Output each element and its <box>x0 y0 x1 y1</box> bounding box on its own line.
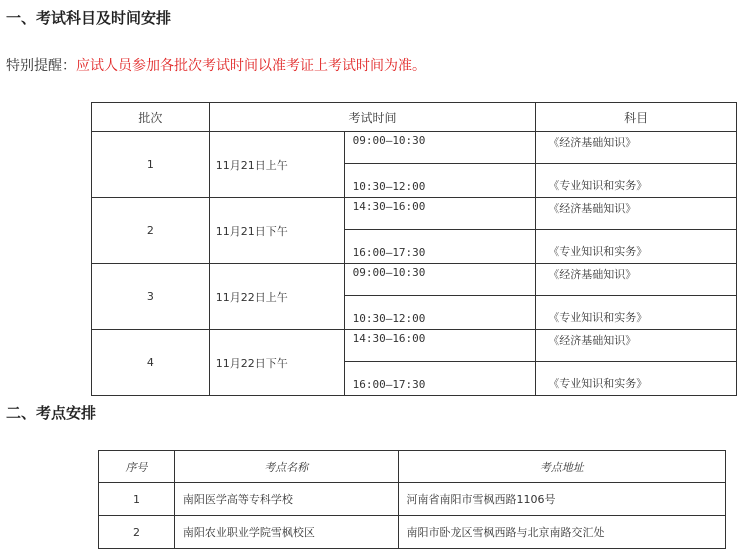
venue-number: 1 <box>99 483 175 516</box>
header-subject: 科目 <box>536 103 737 132</box>
session-time: 16:00—17:30 <box>344 230 536 264</box>
schedule-header-row <box>92 103 737 132</box>
venue-address: 河南省南阳市雪枫西路1106号 <box>398 483 726 516</box>
session-time: 09:00—10:30 <box>344 264 536 296</box>
session-subject: 《经济基础知识》 <box>536 330 737 362</box>
session-subject: 《专业知识和实务》 <box>536 362 737 396</box>
venues-header-row <box>99 451 726 483</box>
batch-number: 4 <box>92 330 210 396</box>
table-row <box>92 132 737 164</box>
batch-date: 11月21日上午 <box>209 132 344 198</box>
batch-number: 3 <box>92 264 210 330</box>
session-subject: 《专业知识和实务》 <box>536 164 737 198</box>
session-time: 10:30—12:00 <box>344 164 536 198</box>
table-row <box>99 483 726 516</box>
session-time: 16:00—17:30 <box>344 362 536 396</box>
header-time: 考试时间 <box>209 103 536 132</box>
notice <box>6 56 426 76</box>
header-batch: 批次 <box>92 103 210 132</box>
table-row <box>92 330 737 362</box>
batch-date: 11月22日下午 <box>209 330 344 396</box>
table-row <box>92 264 737 296</box>
session-time: 14:30—16:00 <box>344 198 536 230</box>
notice-text: 应试人员参加各批次考试时间以准考证上考试时间为准。 <box>76 58 426 74</box>
session-time: 09:00—10:30 <box>344 132 536 164</box>
header-no: 序号 <box>99 451 175 483</box>
section1-title: 一、考试科目及时间安排 <box>6 9 172 27</box>
table-row <box>99 516 726 549</box>
schedule-table <box>91 102 737 396</box>
header-venue-address: 考点地址 <box>398 451 726 483</box>
section2-title: 二、考点安排 <box>6 404 97 422</box>
session-time: 14:30—16:00 <box>344 330 536 362</box>
session-subject: 《专业知识和实务》 <box>536 230 737 264</box>
venues-table <box>98 450 726 549</box>
batch-number: 2 <box>92 198 210 264</box>
session-subject: 《经济基础知识》 <box>536 264 737 296</box>
batch-date: 11月21日下午 <box>209 198 344 264</box>
session-subject: 《专业知识和实务》 <box>536 296 737 330</box>
session-time: 10:30—12:00 <box>344 296 536 330</box>
table-row <box>92 198 737 230</box>
venue-name: 南阳医学高等专科学校 <box>174 483 398 516</box>
batch-date: 11月22日上午 <box>209 264 344 330</box>
session-subject: 《经济基础知识》 <box>536 198 737 230</box>
venue-address: 南阳市卧龙区雪枫西路与北京南路交汇处 <box>398 516 726 549</box>
header-venue-name: 考点名称 <box>174 451 398 483</box>
venue-name: 南阳农业职业学院雪枫校区 <box>174 516 398 549</box>
batch-number: 1 <box>92 132 210 198</box>
session-subject: 《经济基础知识》 <box>536 132 737 164</box>
venue-number: 2 <box>99 516 175 549</box>
notice-label: 特别提醒： <box>6 58 76 74</box>
